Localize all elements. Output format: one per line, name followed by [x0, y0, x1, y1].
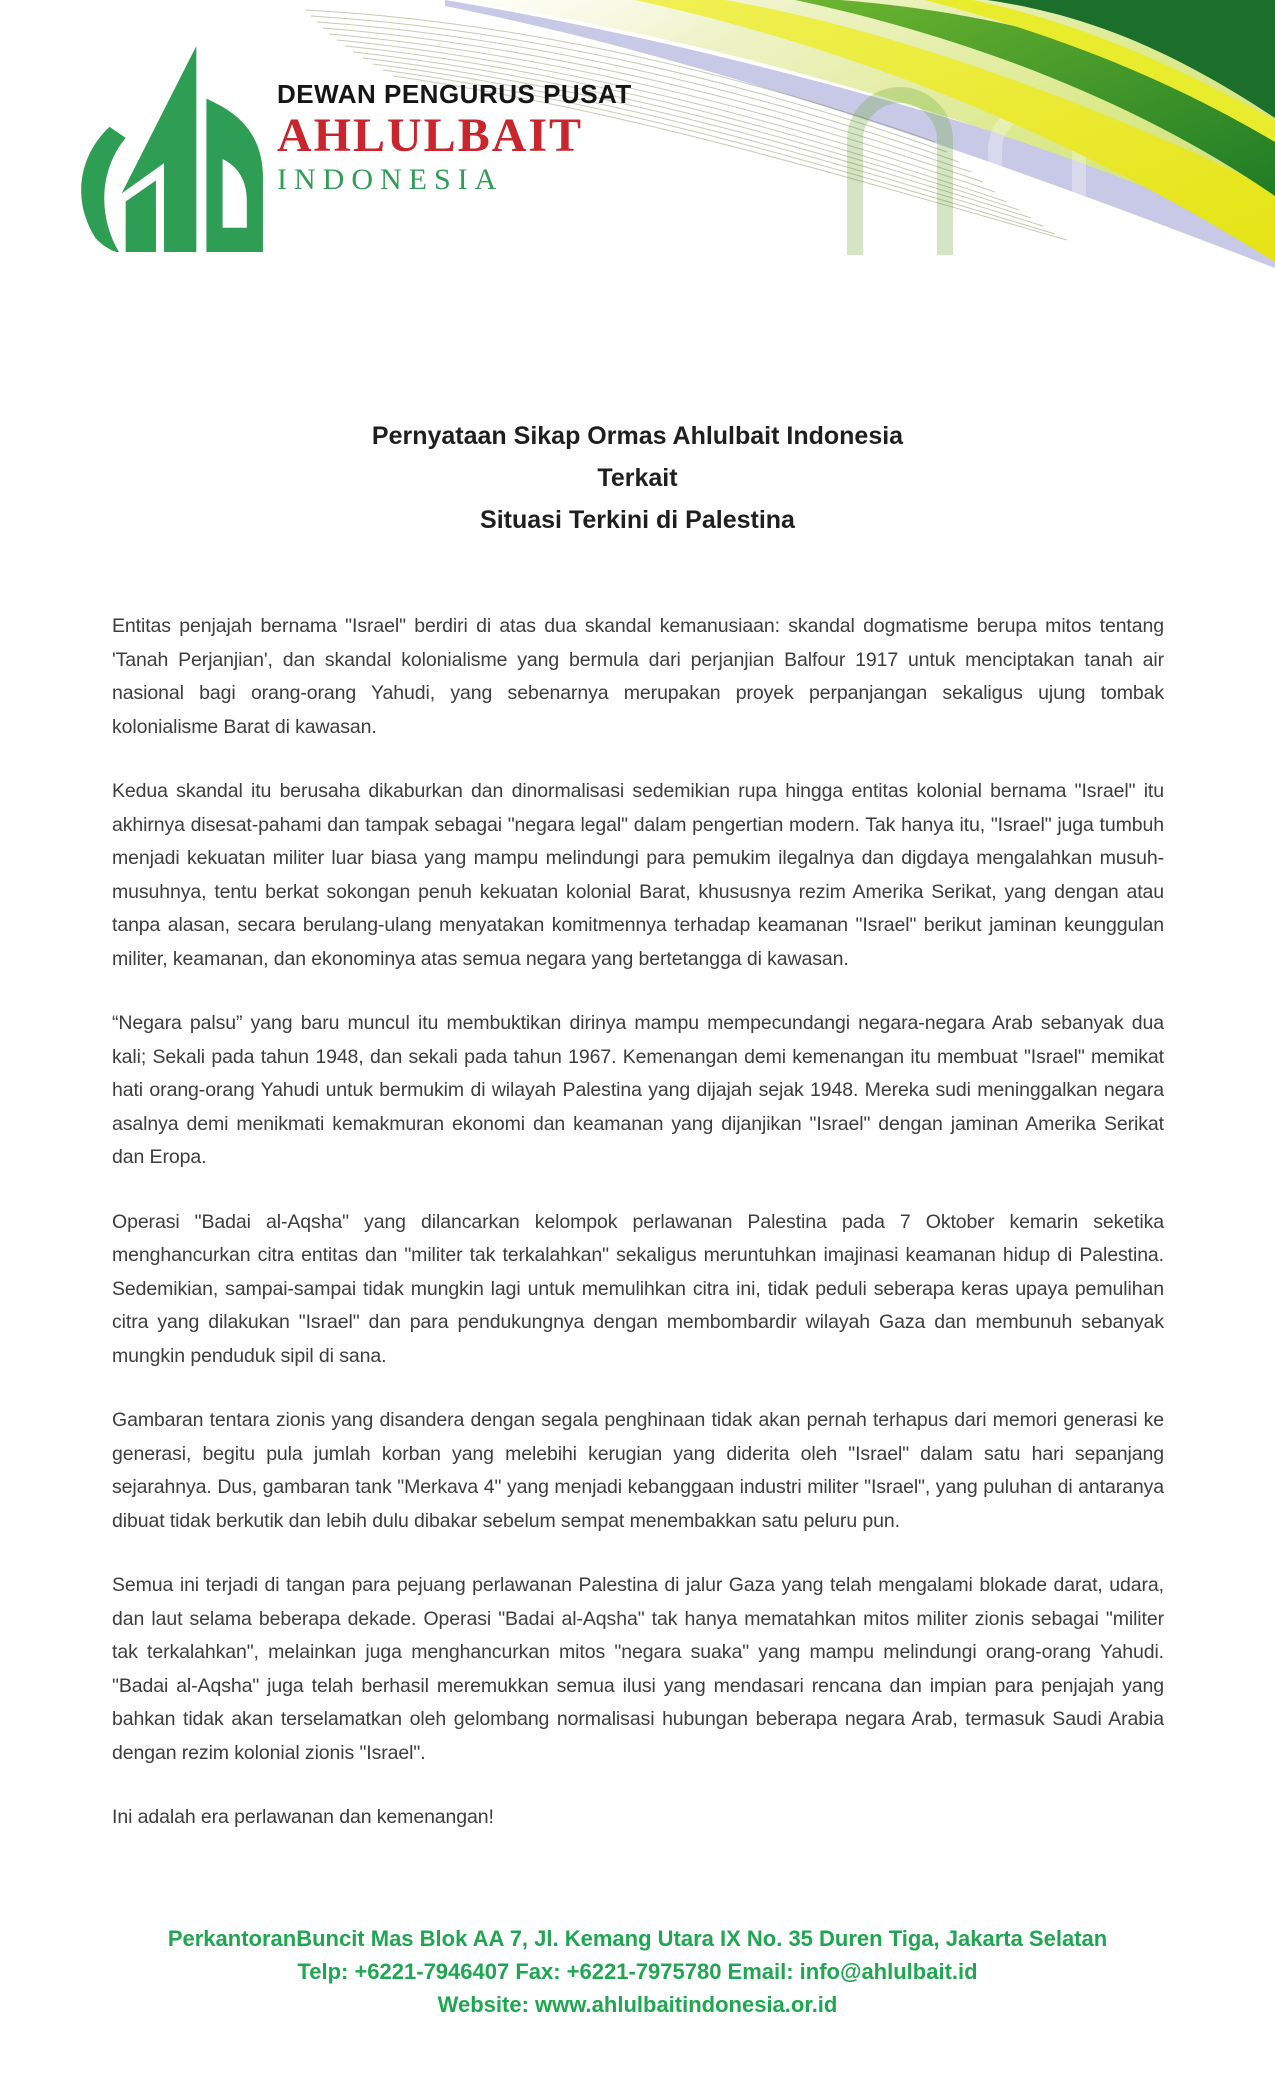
title-line-1: Pernyataan Sikap Ormas Ahlulbait Indonesia [371, 421, 904, 450]
paragraph: Operasi "Badai al-Aqsha" yang dilancarkan kelompok perlawanan Palestina pada 7 Oktober kemarin seketika menghancurkan citra entitas dan "militer tak terkalahkan" sekaligus meruntuhkan imajinasi keamanan hidup di Palestina. Sedemikian, sampai-sampai tidak mungkin lagi untuk memulihkan citra ini, tidak peduli seberapa keras upaya pemulihan citra yang dilakukan "Israel" dan para pendukungnya dengan membombardir wilayah Gaza dan membunuh sebanyak mungkin penduduk sipil di sana. [112, 1210, 1164, 1367]
footer-contacts: Telp: +6221-7946407 Fax: +6221-7975780 Email: info@ahlulbait.id [297, 1959, 978, 1984]
footer-address: PerkantoranBuncit Mas Blok AA 7, Jl. Kemang Utara IX No. 35 Duren Tiga, Jakarta Selatan [167, 1926, 1108, 1951]
footer-website: Website: www.ahlulbaitindonesia.or.id [437, 1992, 838, 2017]
title-line-2: Terkait [597, 463, 678, 492]
paragraph: Semua ini terjadi di tangan para pejuang perlawanan Palestina di jalur Gaza yang telah mengalami blokade darat, udara, dan laut selama beberapa dekade. Operasi "Badai al-Aqsha" tak hanya mematahkan mitos militer zionis sebagai "militer tak terkalahkan", melainkan juga menghancurkan mitos "negara suaka" yang mampu melindungi orang-orang Yahudi. "Badai al-Aqsha" juga telah berhasil meremukkan semua ilusi yang mendasari rencana dan impian para penjajah yang bahkan tidak akan terselamatkan oleh gelombang normalisasi hubungan beberapa negara Arab, termasuk Saudi Arabia dengan rezim kolonial zionis "Israel". [112, 1574, 1164, 1764]
org-division: DEWAN PENGURUS PUSAT [277, 79, 632, 109]
closing-statement: Ini adalah era perlawanan dan kemenangan! [112, 1806, 494, 1828]
title-line-3: Situasi Terkini di Palestina [480, 505, 795, 534]
document-body [112, 610, 1164, 1835]
paragraph: Entitas penjajah bernama "Israel" berdiri di atas dua skandal kemanusiaan: skandal dogmatisme berupa mitos tentang 'Tanah Perjanjian', dan skandal kolonialisme yang bermula dari perjanjian Balfour 1917 untuk menciptakan tanah air nasional bagi orang-orang Yahudi, yang sebenarnya merupakan proyek perpanjangan sekaligus ujung tombak kolonialisme Barat di kawasan. [112, 615, 1164, 738]
document-title [0, 415, 1275, 541]
org-country: INDONESIA [277, 162, 504, 196]
org-name-block [277, 40, 632, 196]
paragraph: Kedua skandal itu berusaha dikaburkan dan dinormalisasi sedemikian rupa hingga entitas kolonial bernama "Israel" itu akhirnya disesat-pahami dan tampak sebagai "negara legal" dalam pengertian modern. Tak hanya itu, "Israel" juga tumbuh menjadi kekuatan militer luar biasa yang mampu melindungi para pemukim ilegalnya dan digdaya mengalahkan musuh-musuhnya, tentu berkat sokongan penuh kekuatan kolonial Barat, khususnya rezim Amerika Serikat, yang dengan atau tanpa alasan, secara berulang-ulang menyatakan komitmennya terhadap keamanan "Israel" berikut jaminan keunggulan militer, keamanan, dan ekonominya atas semua negara yang bertetangga di kawasan. [112, 780, 1164, 970]
letterhead [55, 40, 632, 252]
ahlulbait-ab-monogram-icon [55, 40, 267, 252]
document-footer [0, 1922, 1275, 2021]
paragraph: “Negara palsu” yang baru muncul itu membuktikan dirinya mampu mempecundangi negara-negara Arab sebanyak dua kali; Sekali pada tahun 1948, dan sekali pada tahun 1967. Kemenangan demi kemenangan itu membuat "Israel" memikat hati orang-orang Yahudi untuk bermukim di wilayah Palestina yang dijajah sejak 1948. Mereka sudi meninggalkan negara asalnya demi menikmati kemakmuran ekonomi dan keamanan yang dijanjikan "Israel" dengan jaminan Amerika Serikat dan Eropa. [112, 1012, 1164, 1168]
org-name: AHLULBAIT [277, 108, 584, 162]
paragraph: Gambaran tentara zionis yang disandera dengan segala penghinaan tidak akan pernah terhapus dari memori generasi ke generasi, begitu pula jumlah korban yang melebihi kerugian yang diderita oleh "Israel" dalam satu hari sepanjang sejarahnya. Dus, gambaran tank "Merkava 4" yang menjadi kebanggaan industri militer "Israel", yang puluhan di antaranya dibuat tidak berkutik dan lebih dulu dibakar sebelum sempat menembakkan satu peluru pun. [112, 1409, 1164, 1532]
